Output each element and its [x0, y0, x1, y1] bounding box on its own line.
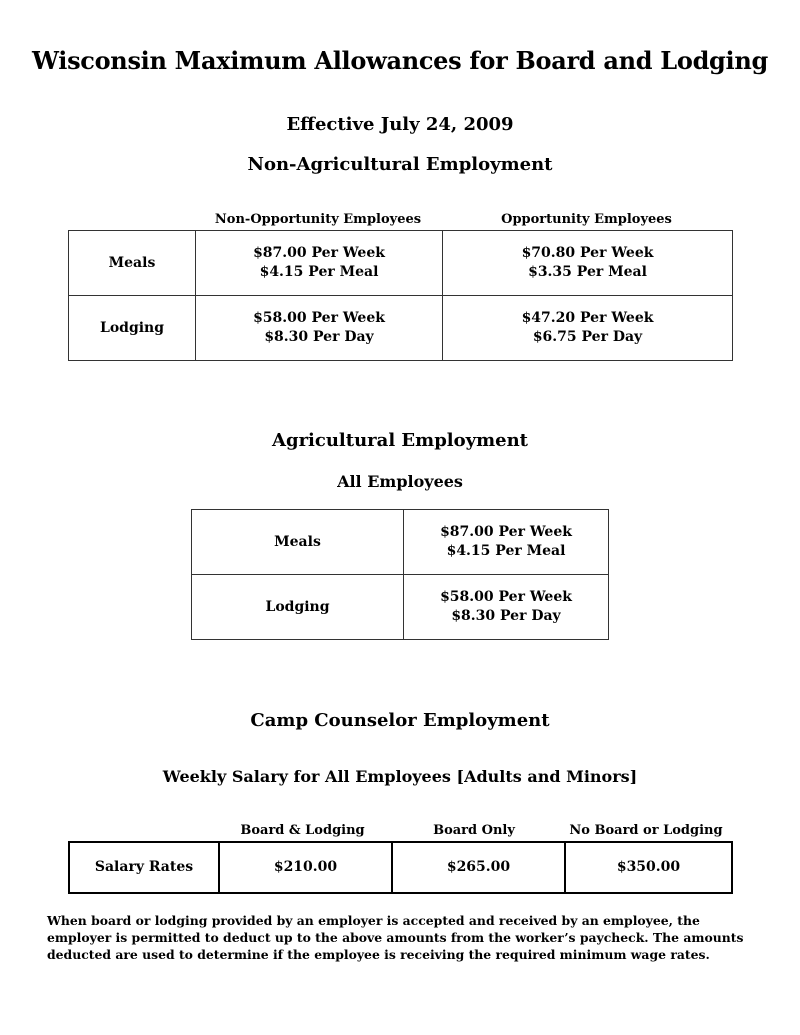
value-line: $4.15 Per Meal [446, 543, 566, 559]
value-line: $70.80 Per Week [521, 245, 654, 261]
table-row [69, 231, 733, 296]
ag-table [191, 509, 609, 640]
value-line: $8.30 Per Day [264, 329, 374, 345]
table-cell [196, 296, 443, 361]
table-cell [404, 510, 609, 575]
row-label: Lodging [192, 575, 404, 640]
effective-date: Effective July 24, 2009 [286, 114, 514, 135]
table-row [69, 296, 733, 361]
table-cell [404, 575, 609, 640]
value-line: $87.00 Per Week [253, 245, 385, 261]
camp-table [68, 841, 733, 894]
value-line: $47.20 Per Week [521, 310, 654, 326]
page-title: Wisconsin Maximum Allowances for Board and Lodging [32, 46, 768, 75]
table-row [192, 510, 609, 575]
non-ag-heading: Non-Agricultural Employment [247, 154, 553, 175]
col-header-board-lodging: Board & Lodging [240, 823, 365, 838]
col-header-board-only: Board Only [433, 823, 515, 838]
table-cell: $265.00 [392, 842, 565, 893]
value-line: $6.75 Per Day [532, 329, 643, 345]
value-line: $3.35 Per Meal [528, 264, 647, 280]
value-line: $87.00 Per Week [440, 524, 572, 540]
value-line: $8.30 Per Day [451, 608, 561, 624]
camp-subheading: Weekly Salary for All Employees [Adults and Minors] [162, 767, 638, 786]
table-row [192, 575, 609, 640]
table-cell [443, 231, 733, 296]
table-cell [196, 231, 443, 296]
table-cell [443, 296, 733, 361]
ag-heading: Agricultural Employment [272, 430, 528, 451]
value-line: $58.00 Per Week [440, 589, 572, 605]
footnote: When board or lodging provided by an employer is accepted and received by an employee, the employer is permitted to deduct up to the above amounts from the worker’s paycheck. The amounts deducted are used to determine if the employee is receiving the required minimum wage rates. [47, 913, 744, 962]
col-header-non-opportunity: Non-Opportunity Employees [214, 212, 422, 227]
row-label: Lodging [69, 296, 196, 361]
table-cell: $350.00 [565, 842, 732, 893]
table-cell: $210.00 [219, 842, 392, 893]
ag-subheading: All Employees [337, 472, 463, 491]
col-header-no-board: No Board or Lodging [569, 823, 723, 838]
value-line: $58.00 Per Week [253, 310, 385, 326]
row-label: Meals [69, 231, 196, 296]
col-header-opportunity: Opportunity Employees [501, 212, 672, 227]
table-row [69, 842, 732, 893]
row-label: Salary Rates [69, 842, 219, 893]
camp-heading: Camp Counselor Employment [250, 710, 550, 731]
row-label: Meals [192, 510, 404, 575]
non-ag-table [68, 230, 733, 361]
value-line: $4.15 Per Meal [259, 264, 379, 280]
